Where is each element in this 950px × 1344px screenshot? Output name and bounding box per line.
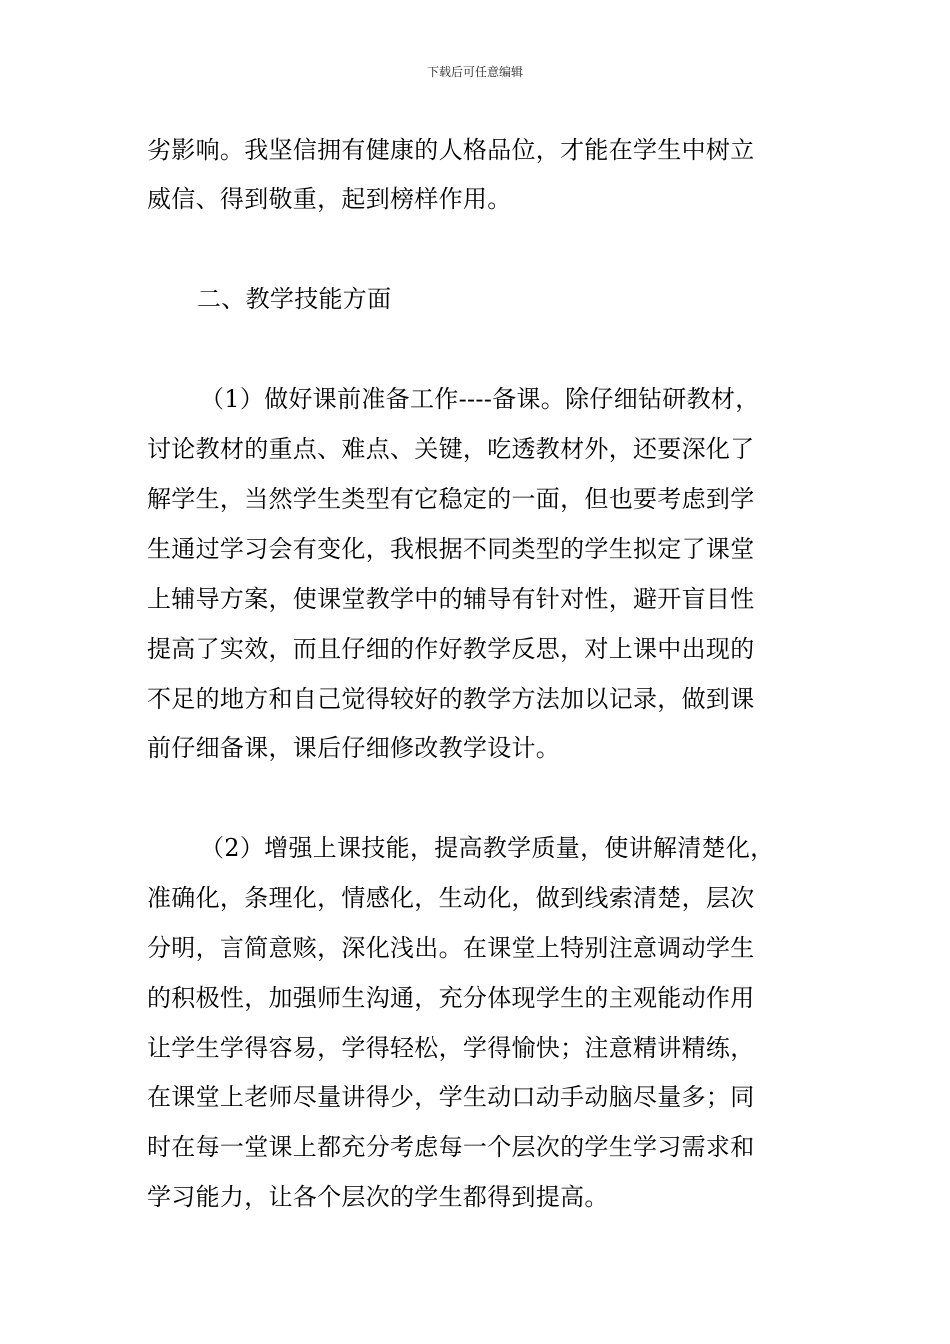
section-heading: 二、教学技能方面	[197, 285, 392, 313]
paragraph-2-line-4: 生通过学习会有变化，我根据不同类型的学生拟定了课堂	[147, 535, 755, 563]
paragraph-3-line-3: 分明，言简意赅，深化浅出。在课堂上特别注意调动学生	[147, 934, 755, 962]
paragraph-2-line-1: （1）做好课前准备工作----备课。除仔细钻研教材，	[200, 385, 760, 413]
paragraph-3-line-4: 的积极性，加强师生沟通，充分体现学生的主观能动作用	[147, 984, 755, 1012]
paragraph-2-line-8: 前仔细备课，课后仔细修改教学设计。	[147, 734, 561, 762]
paragraph-1-line-2: 威信、得到敬重，起到榜样作用。	[147, 185, 512, 213]
paragraph-3-line-6: 在课堂上老师尽量讲得少，学生动口动手动脑尽量多；同	[147, 1083, 755, 1111]
paragraph-1-line-1: 劣影响。我坚信拥有健康的人格品位，才能在学生中树立	[147, 136, 755, 164]
paragraph-2-line-5: 上辅导方案，使课堂教学中的辅导有针对性，避开盲目性	[147, 585, 755, 613]
paragraph-2-line-7: 不足的地方和自己觉得较好的教学方法加以记录，做到课	[147, 685, 755, 713]
paragraph-2-line-6: 提高了实效，而且仔细的作好教学反思，对上课中出现的	[147, 635, 755, 663]
paragraph-3-line-8: 学习能力，让各个层次的学生都得到提高。	[147, 1183, 609, 1211]
paragraph-3-line-1: （2）增强上课技能，提高教学质量，使讲解清楚化，	[200, 834, 775, 862]
paragraph-3-line-2: 准确化，条理化，情感化，生动化，做到线索清楚，层次	[147, 884, 755, 912]
paragraph-2-line-3: 解学生，当然学生类型有它稳定的一面，但也要考虑到学	[147, 485, 755, 513]
paragraph-2-line-2: 讨论教材的重点、难点、关键，吃透教材外，还要深化了	[147, 435, 755, 463]
page-header: 下载后可任意编辑	[426, 65, 523, 79]
paragraph-3-line-7: 时在每一堂课上都充分考虑每一个层次的学生学习需求和	[147, 1133, 755, 1161]
paragraph-3-line-5: 让学生学得容易，学得轻松，学得愉快；注意精讲精练，	[147, 1034, 755, 1062]
